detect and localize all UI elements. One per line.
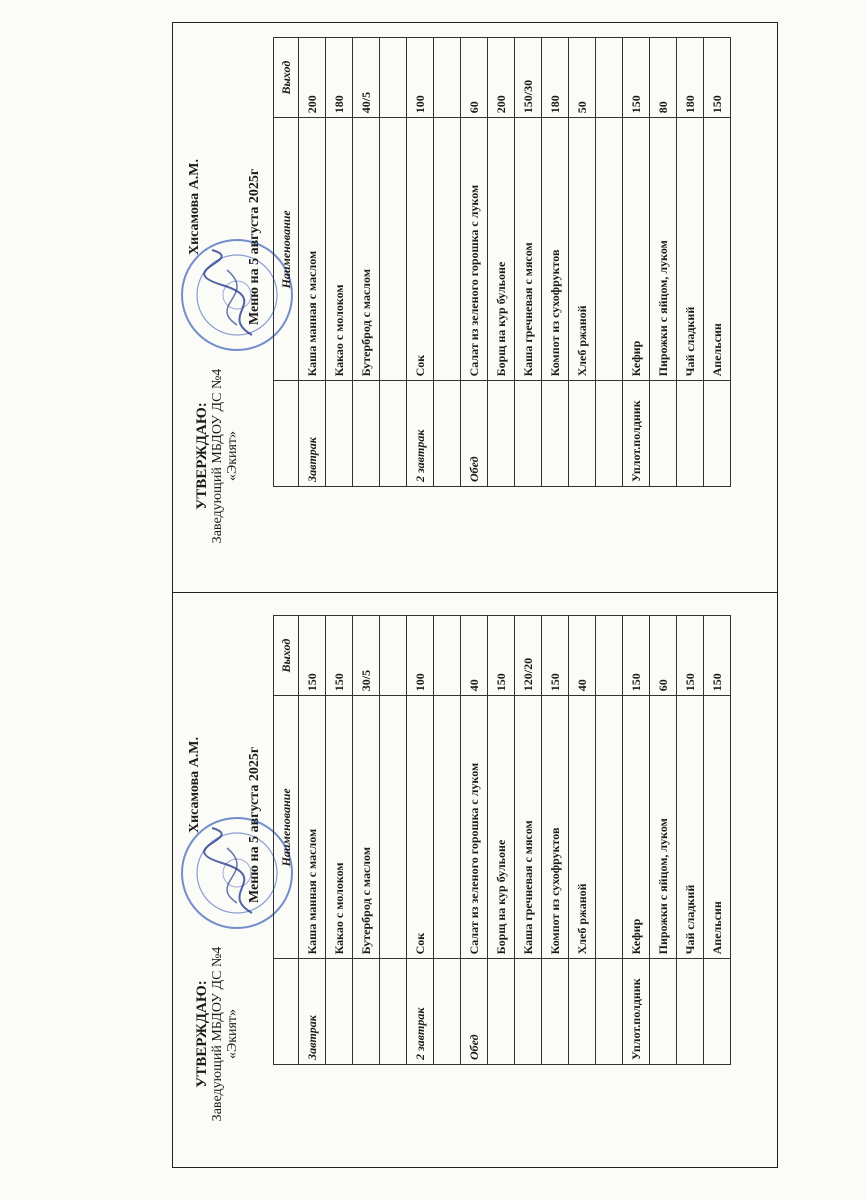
table-row — [434, 616, 461, 1065]
meal-cell — [704, 959, 731, 1065]
meal-cell — [380, 381, 407, 487]
dish-name-cell — [380, 118, 407, 381]
meal-cell — [326, 959, 353, 1065]
meal-cell — [488, 381, 515, 487]
signer-name: Хисамова А.М. — [187, 159, 202, 255]
dish-name-cell — [596, 118, 623, 381]
table-row — [380, 38, 407, 487]
dish-name-cell: Каша манная с маслом — [299, 118, 326, 381]
table-row — [623, 616, 650, 1065]
approval-position: Заведующий МБДОУ ДС №4 — [210, 368, 225, 544]
dish-name-cell: Бутерброд с маслом — [353, 118, 380, 381]
approval-position: Заведующий МБДОУ ДС №4 — [210, 946, 225, 1122]
table-row — [704, 616, 731, 1065]
output-cell: 150 — [299, 616, 326, 696]
menu-rows — [299, 38, 731, 487]
meal-cell — [596, 959, 623, 1065]
table-row — [488, 38, 515, 487]
table-header-row — [274, 38, 299, 487]
approval-org: «Экият» — [225, 430, 240, 482]
dish-name-cell: Сок — [407, 118, 434, 381]
output-cell: 30/5 — [353, 616, 380, 696]
approval-org: «Экият» — [225, 1008, 240, 1060]
dish-name-cell: Борщ на кур бульоне — [488, 696, 515, 959]
meal-cell — [434, 381, 461, 487]
table-row — [326, 616, 353, 1065]
output-cell — [596, 38, 623, 118]
output-cell: 150 — [542, 616, 569, 696]
meal-cell: Обед — [461, 959, 488, 1065]
output-cell: 150 — [623, 38, 650, 118]
meal-cell — [650, 959, 677, 1065]
table-row — [407, 38, 434, 487]
meal-cell — [542, 381, 569, 487]
table-row — [650, 38, 677, 487]
meal-cell — [326, 381, 353, 487]
dish-name-cell: Кефир — [623, 118, 650, 381]
dish-name-cell — [434, 696, 461, 959]
table-row — [488, 616, 515, 1065]
table-row — [299, 616, 326, 1065]
dish-name-cell: Пирожки с яйцом, луком — [650, 696, 677, 959]
dish-name-cell: Кефир — [623, 696, 650, 959]
output-cell: 150 — [488, 616, 515, 696]
meal-cell — [569, 959, 596, 1065]
header-output: Выход — [274, 38, 299, 118]
dish-name-cell: Пирожки с яйцом, луком — [650, 118, 677, 381]
dish-name-cell: Сок — [407, 696, 434, 959]
table-row — [596, 38, 623, 487]
approval-title: УТВЕРЖДАЮ: — [194, 402, 210, 510]
table-row — [704, 38, 731, 487]
dish-name-cell: Салат из зеленого горошка с луком — [461, 118, 488, 381]
dish-name-cell — [380, 696, 407, 959]
menu-panel-bottom — [175, 603, 775, 1163]
output-cell: 180 — [542, 38, 569, 118]
signer-name: Хисамова А.М. — [187, 737, 202, 833]
header-name: Наименование — [274, 696, 299, 959]
output-cell — [380, 616, 407, 696]
output-cell: 200 — [488, 38, 515, 118]
dish-name-cell: Каша гречневая с мясом — [515, 696, 542, 959]
menu-table — [273, 37, 731, 487]
table-row — [380, 616, 407, 1065]
table-row — [353, 616, 380, 1065]
meal-cell: Уплот.полдник — [623, 381, 650, 487]
meal-cell — [542, 959, 569, 1065]
meal-cell — [677, 959, 704, 1065]
table-row — [434, 38, 461, 487]
output-cell: 150/30 — [515, 38, 542, 118]
output-cell: 40/5 — [353, 38, 380, 118]
menu-rows — [299, 616, 731, 1065]
table-row — [542, 616, 569, 1065]
meal-cell: Завтрак — [299, 381, 326, 487]
meal-cell: 2 завтрак — [407, 959, 434, 1065]
table-row — [569, 616, 596, 1065]
output-cell: 80 — [650, 38, 677, 118]
menu-date: Меню на 5 августа 2025г — [247, 746, 262, 903]
dish-name-cell: Чай сладкий — [677, 118, 704, 381]
output-cell — [434, 616, 461, 696]
menu-panel-top — [175, 25, 775, 585]
table-row — [299, 38, 326, 487]
header-meal — [274, 381, 299, 487]
meal-cell: Обед — [461, 381, 488, 487]
output-cell: 200 — [299, 38, 326, 118]
table-row — [650, 616, 677, 1065]
table-row — [623, 38, 650, 487]
meal-cell — [353, 959, 380, 1065]
approval-header — [175, 25, 275, 585]
table-row — [407, 616, 434, 1065]
meal-cell — [515, 381, 542, 487]
output-cell: 150 — [326, 616, 353, 696]
output-cell: 60 — [650, 616, 677, 696]
table-row — [677, 616, 704, 1065]
output-cell: 150 — [623, 616, 650, 696]
output-cell: 50 — [569, 38, 596, 118]
output-cell: 120/20 — [515, 616, 542, 696]
dish-name-cell: Каша гречневая с мясом — [515, 118, 542, 381]
header-meal — [274, 959, 299, 1065]
table-row — [353, 38, 380, 487]
output-cell: 150 — [704, 38, 731, 118]
meal-cell — [380, 959, 407, 1065]
table-row — [515, 38, 542, 487]
meal-cell: Уплот.полдник — [623, 959, 650, 1065]
output-cell: 100 — [407, 38, 434, 118]
dish-name-cell: Каша манная с маслом — [299, 696, 326, 959]
output-cell: 60 — [461, 38, 488, 118]
output-cell: 180 — [677, 38, 704, 118]
header-output: Выход — [274, 616, 299, 696]
output-cell — [434, 38, 461, 118]
dish-name-cell: Компот из сухофруктов — [542, 696, 569, 959]
dish-name-cell: Апельсин — [704, 696, 731, 959]
dish-name-cell: Апельсин — [704, 118, 731, 381]
meal-cell — [488, 959, 515, 1065]
meal-cell — [569, 381, 596, 487]
output-cell: 40 — [569, 616, 596, 696]
dish-name-cell: Какао с молоком — [326, 118, 353, 381]
meal-cell — [434, 959, 461, 1065]
table-row — [515, 616, 542, 1065]
table-row — [596, 616, 623, 1065]
approval-header — [175, 603, 275, 1163]
header-name: Наименование — [274, 118, 299, 381]
output-cell: 100 — [407, 616, 434, 696]
table-row — [461, 38, 488, 487]
output-cell: 40 — [461, 616, 488, 696]
table-row — [461, 616, 488, 1065]
dish-name-cell: Компот из сухофруктов — [542, 118, 569, 381]
dish-name-cell: Бутерброд с маслом — [353, 696, 380, 959]
dish-name-cell: Чай сладкий — [677, 696, 704, 959]
meal-cell — [677, 381, 704, 487]
table-row — [569, 38, 596, 487]
dish-name-cell: Хлеб ржаной — [569, 696, 596, 959]
approval-block — [195, 919, 240, 1149]
meal-cell — [353, 381, 380, 487]
approval-block — [195, 341, 240, 571]
dish-name-cell — [596, 696, 623, 959]
output-cell: 150 — [677, 616, 704, 696]
table-header-row — [274, 616, 299, 1065]
dish-name-cell: Борщ на кур бульоне — [488, 118, 515, 381]
meal-cell — [515, 959, 542, 1065]
meal-cell — [596, 381, 623, 487]
table-row — [677, 38, 704, 487]
approval-title: УТВЕРЖДАЮ: — [194, 980, 210, 1088]
table-row — [326, 38, 353, 487]
menu-table — [273, 615, 731, 1065]
table-row — [542, 38, 569, 487]
output-cell — [596, 616, 623, 696]
dish-name-cell — [434, 118, 461, 381]
menu-date: Меню на 5 августа 2025г — [247, 168, 262, 325]
panel-divider — [172, 592, 778, 593]
meal-cell: 2 завтрак — [407, 381, 434, 487]
output-cell — [380, 38, 407, 118]
dish-name-cell: Какао с молоком — [326, 696, 353, 959]
output-cell: 180 — [326, 38, 353, 118]
dish-name-cell: Салат из зеленого горошка с луком — [461, 696, 488, 959]
meal-cell — [704, 381, 731, 487]
meal-cell — [650, 381, 677, 487]
meal-cell: Завтрак — [299, 959, 326, 1065]
output-cell: 150 — [704, 616, 731, 696]
dish-name-cell: Хлеб ржаной — [569, 118, 596, 381]
